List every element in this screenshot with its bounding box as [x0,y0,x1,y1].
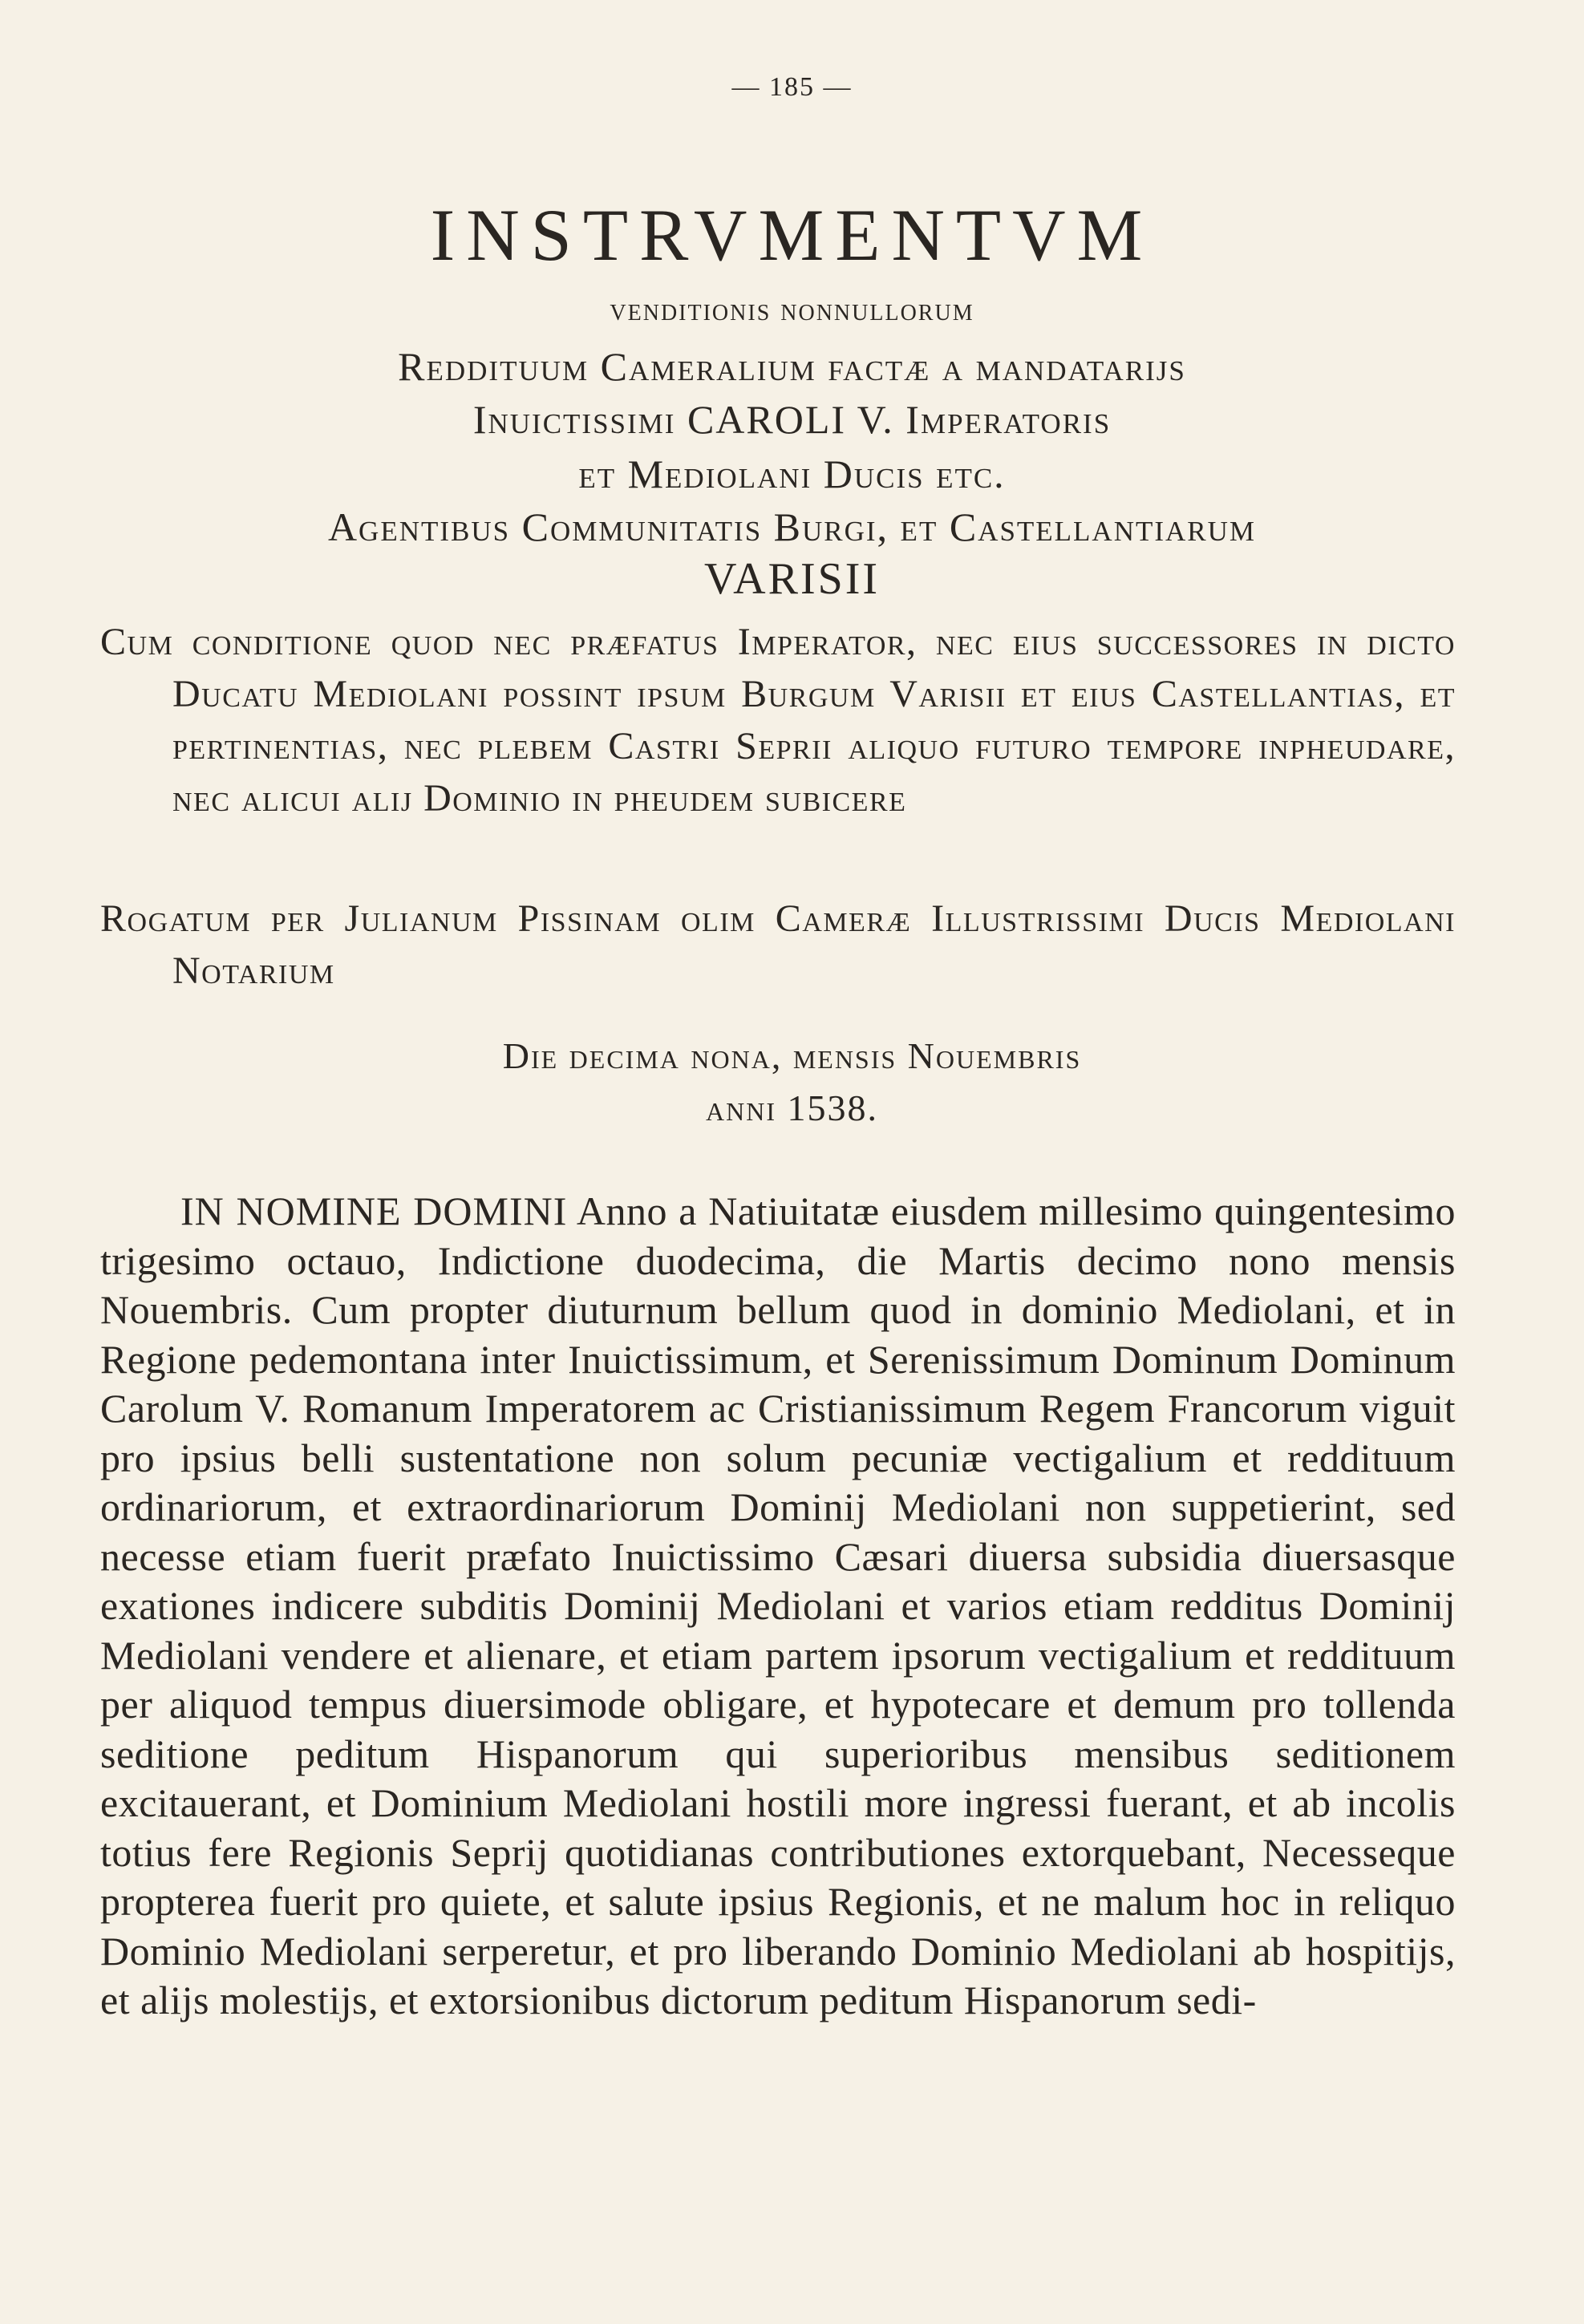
body-paragraph [100,1187,1456,2026]
condition-paragraph: Cum conditione quod nec præfatus Imperator, nec eius successores in dicto Ducatu Mediolani possint ipsum Burgum Varisii et eius Castellantias, et pertinentias, nec plebem Castri Seprii aliquo futuro tempore inpheudare, nec alicui alij Dominio in pheudem subicere [100,621,1456,820]
heading-line-3: Inuictissimi CAROLI V. Imperatoris [472,397,1112,442]
heading-line-6: VARISII [703,554,881,604]
date-line-1: Die decima nona, mensis Nouembris [502,1035,1082,1076]
heading-line-5: Agentibus Communitatis Burgi, et Castellantiarum [327,504,1257,549]
heading-line-2: Reddituum Cameralium factæ a mandatarijs [398,344,1186,389]
body-lead: IN NOMINE DOMINI [180,1188,568,1233]
date-line-2: anni 1538. [706,1087,878,1128]
heading-line-4: et Mediolani Ducis etc. [578,451,1006,496]
document-title: INSTRVMENTVM [430,194,1154,276]
page-number: — 185 — [731,72,853,102]
body-text: Anno a Natiuitatæ eiusdem millesimo quingentesimo trigesimo octauo, Indictione duodecima, die Martis decimo nono mensis Nouembris. Cum propter diuturnum bellum quod in dominio Mediolani, et in Regione pedemontana inter Inuictissimum, et Serenissimum Dominum Dominum Carolum V. Romanum Imperatorem ac Cristianissimum Regem Francorum viguit pro ipsius belli sustentatione non solum pecuniæ vectigalium et reddituum ordinariorum, et extraordinariorum Dominij Mediolani non suppetierint, sed necesse etiam fuerit præfato Inuictissimo Cæsari diuersa subsidia diuersasque exationes indicere subditis Dominij Mediolani et varios etiam redditus Dominij Mediolani vendere et alienare, et etiam partem ipsorum vectigalium et reddituum per aliquod tempus diuersimode obligare, et hypotecare et demum pro tollenda seditione peditum Hispanorum qui superioribus mensibus seditionem excitauerant, et Dominium Mediolani hostili more ingressi fuerant, et ab incolis totius fere Regionis Seprij quotidianas contributiones extorquebant, Necesseque propterea fuerit pro quiete, et salute ipsius Regionis, et ne malum hoc in reliquo Dominio Mediolani serperetur, et pro liberando Dominio Mediolani ab hospitijs, et alijs molestijs, et extorsionibus dictorum peditum Hispanorum sedi- [100,1188,1456,2022]
rogatum-paragraph: Rogatum per Julianum Pissinam olim Cameræ Illustrissimi Ducis Mediolani Notarium [100,897,1456,992]
heading-line-1: venditionis nonnullorum [610,291,974,327]
